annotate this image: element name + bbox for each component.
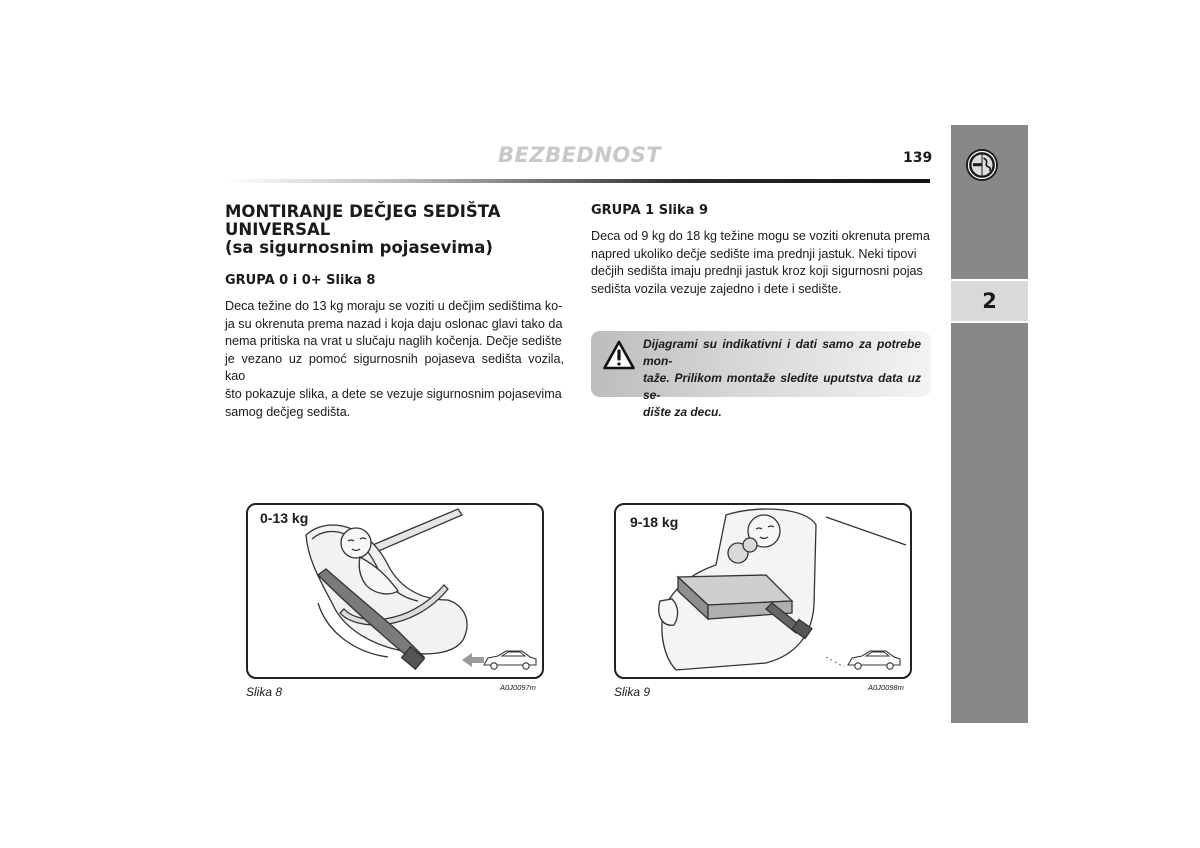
alfa-romeo-badge-icon bbox=[965, 148, 999, 182]
main-heading bbox=[225, 203, 565, 257]
paragraph-line: dečjih sedišta imaju prednji jastuk kroz koji sigurnosni pojas bbox=[591, 264, 923, 279]
main-heading-line3: (sa sigurnosnim pojasevima) bbox=[225, 238, 493, 257]
warning-triangle-icon bbox=[603, 340, 635, 370]
figure-code: A0J0097m bbox=[500, 683, 536, 692]
figure-rear-facing-seat bbox=[246, 503, 544, 679]
paragraph-line: ja su okrenuta prema nazad i koja daju oslonac glavi tako da bbox=[225, 316, 563, 331]
group1-paragraph bbox=[591, 228, 931, 298]
figure-forward-facing-seat bbox=[614, 503, 912, 679]
warning-line: Dijagrami su indikativni i dati samo za potrebe mon- bbox=[643, 337, 921, 368]
group0-paragraph bbox=[225, 298, 564, 421]
figure-weight-label: 9-18 kg bbox=[630, 514, 679, 530]
figure-caption: Slika 9 bbox=[614, 685, 651, 699]
paragraph-line: nema pritiska na vrat u slučaju naglih kočenja. Dečje sedište bbox=[225, 334, 562, 349]
main-heading-line2: UNIVERSAL bbox=[225, 220, 331, 239]
car-direction-arrow-icon bbox=[826, 651, 900, 669]
paragraph-line: sedišta vozila vezuje zajedno i dete i sedište. bbox=[591, 281, 842, 296]
main-heading-line1: MONTIRANJE DEČJEG SEDIŠTA bbox=[225, 202, 501, 221]
figure-code: A0J0098m bbox=[868, 683, 904, 692]
chapter-tab[interactable]: 2 bbox=[951, 279, 1028, 323]
warning-text bbox=[643, 336, 921, 421]
forward-facing-seat-illustration bbox=[616, 505, 910, 677]
paragraph-line: napred ukoliko dečje sedište ima prednji jastuk. Neki tipovi bbox=[591, 246, 917, 261]
paragraph-line: Deca od 9 kg do 18 kg težine mogu se voziti okrenuta prema bbox=[591, 229, 930, 243]
paragraph-line: je vezano uz pomoć sigurnosnih pojaseva sedišta vozila, kao bbox=[225, 351, 564, 384]
group1-subheading: GRUPA 1 Slika 9 bbox=[591, 203, 708, 218]
rear-facing-seat-illustration bbox=[248, 505, 542, 677]
figure-weight-label: 0-13 kg bbox=[260, 510, 309, 526]
paragraph-line: Deca težine do 13 kg moraju se voziti u dečjim sedištima ko- bbox=[225, 299, 563, 313]
warning-line: taže. Prilikom montaže sledite uputstva data uz se- bbox=[643, 371, 921, 402]
figure-caption: Slika 8 bbox=[246, 685, 283, 699]
car-direction-arrow-icon bbox=[462, 651, 536, 669]
side-tab-bar bbox=[951, 125, 1028, 723]
section-title: BEZBEDNOST bbox=[498, 143, 662, 167]
paragraph-line: što pokazuje slika, a dete se vezuje sigurnosnim pojasevima bbox=[225, 386, 562, 401]
warning-line: dište za decu. bbox=[643, 405, 722, 419]
paragraph-line: samog dečjeg sedišta. bbox=[225, 404, 351, 419]
page-number: 139 bbox=[903, 150, 933, 166]
group0-subheading: GRUPA 0 i 0+ Slika 8 bbox=[225, 273, 376, 288]
header-rule bbox=[225, 179, 930, 183]
